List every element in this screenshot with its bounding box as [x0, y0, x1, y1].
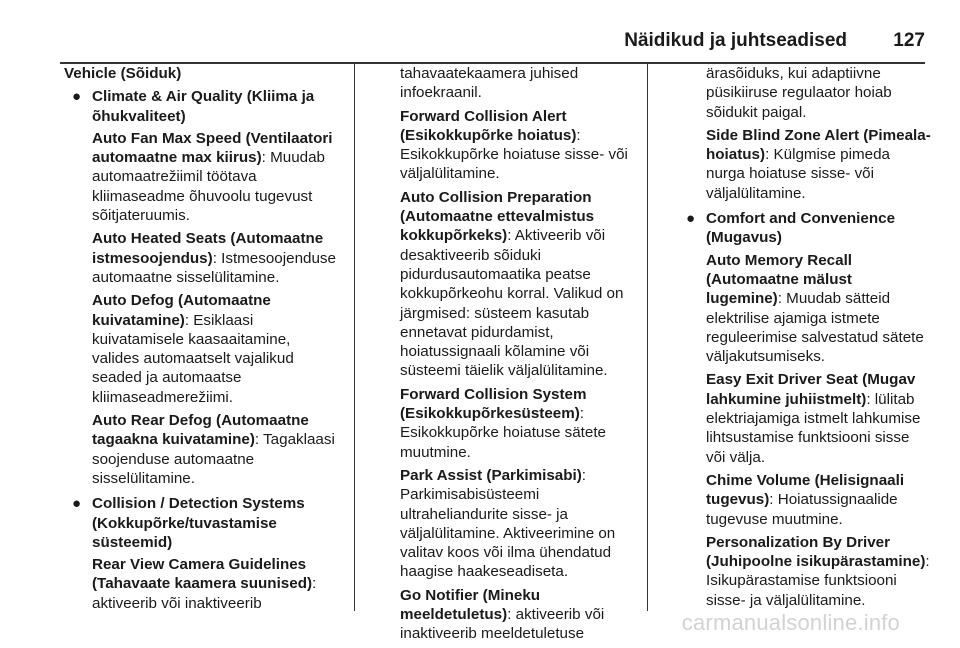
- column-divider-2: [647, 64, 648, 611]
- entry-title: Auto Defog (Automaatne kuivatamine): [92, 292, 271, 329]
- bullet-dot-icon: ●: [72, 88, 82, 106]
- column-divider-1: [354, 64, 355, 611]
- entry-title: Go Notifier (Mineku meeldetuletus): [400, 586, 541, 624]
- bullet-comfort: [686, 209, 932, 248]
- entry-text: : Esikokkupõrke hoiatuse sisse- või väljalülitamine.: [400, 126, 628, 183]
- entry-chime-volume: [692, 471, 932, 529]
- watermark: carmanualsonline.info: [681, 610, 900, 635]
- column-1: [64, 64, 340, 617]
- entry-forward-collision-system: [400, 385, 640, 462]
- entry-title: Forward Collision System (Esikokkupõrkesüsteem): [400, 385, 587, 423]
- entry-auto-fan: [78, 129, 340, 225]
- entry-rear-view-camera: [78, 555, 340, 613]
- entry-title: Chime Volume (Helisignaali tugevus): [706, 471, 905, 509]
- entry-side-blind-zone: [692, 126, 932, 203]
- bullet-title: Collision / Detection Systems (Kokkupõrke/tuvastamise süsteemid): [92, 495, 305, 551]
- entry-text: : aktiveerib või inaktiveerib: [92, 575, 317, 612]
- entry-text: : Esikokkupõrke hoiatuse sätete muutmine.: [400, 405, 606, 461]
- entry-title: Auto Memory Recall (Automaatne mälust lugemine): [706, 251, 853, 308]
- entry-title: Auto Collision Preparation (Automaatne ettevalmistus kokkupõrkeks): [400, 188, 595, 245]
- column-2: [400, 64, 640, 648]
- entry-text: : Hoiatussignaalide tugevuse muutmine.: [706, 491, 898, 528]
- continued-text: tahavaatekaamera juhised infoekraanil.: [400, 65, 579, 102]
- entry-auto-defog: [78, 291, 340, 407]
- entry-text: : Parkimisabisüsteemi ultraheliandurite sisse- ja väljalülitamine. Aktiveerimine on valitav koos või ilma ühendatud haagise haakeseadiseta.: [400, 466, 616, 581]
- page-header: [60, 28, 925, 64]
- entry-text: : Istmesoojenduse automaatne sisselülitamine.: [92, 249, 336, 286]
- entry-text: : Isikupärastamise funktsiooni sisse- ja väljalülitamine.: [706, 553, 930, 609]
- entry-auto-heated-seats: [78, 229, 340, 287]
- entry-auto-rear-defog: [78, 411, 340, 488]
- entry-text: : Külgmise pimeda nurga hoiatuse sisse- või väljalülitamine.: [706, 146, 890, 202]
- entry-go-notifier: [400, 586, 640, 644]
- entry-park-assist: [400, 466, 640, 582]
- continued-text: ärasõiduks, kui adaptiivne püsikiiruse regulaator hoiab sõidukit paigal.: [706, 65, 892, 121]
- entry-text: : Muudab sätteid elektrilise ajamiga istmete reguleerimise salvestatud sätete väljakutsumiseks.: [706, 290, 924, 366]
- entry-title: Auto Fan Max Speed (Ventilaatori automaatne max kiirus): [92, 129, 333, 167]
- entry-forward-collision-alert: [400, 107, 640, 184]
- entry-title: Park Assist (Parkimisabi): [400, 466, 582, 484]
- page-number: 127: [893, 30, 925, 51]
- entry-title: Forward Collision Alert (Esikokkupõrke hoiatus): [400, 107, 577, 144]
- bullet-dot-icon: ●: [72, 495, 82, 513]
- entry-easy-exit: [692, 370, 932, 466]
- entry-text: : Muudab automaatrežiimil töötava kliimaseadme õhuvoolu tugevust sõitjateruumis.: [92, 149, 325, 225]
- bullet-climate: [72, 87, 340, 126]
- entry-title: Rear View Camera Guidelines (Tahavaate kaamera suunised): [92, 556, 313, 593]
- bullet-dot-icon: ●: [686, 210, 696, 228]
- entry-text: : lülitab elektriajamiga istmelt lahkumise lihtsustamise funktsiooni sisse või välja.: [706, 390, 921, 466]
- bullet-title: Comfort and Convenience (Mugavus): [706, 210, 896, 247]
- entry-text: : aktiveerib või inaktiveerib meeldetuletuse: [400, 606, 605, 643]
- entry-personalization: [692, 533, 932, 610]
- entry-title: Auto Heated Seats (Automaatne istmesoojendus): [92, 230, 324, 267]
- entry-text: : Esiklaasi kuivatamisele kaasaaitamine, valides automaatselt vajalikud seaded ja automaatse kliimaseadmerežiimi.: [92, 311, 294, 406]
- entry-text: : Aktiveerib või desaktiveerib sõiduki pidurdusautomaatika peatse kokkupõrkeohu korral. Valikud on järgmised: süsteem kasutab ennetavat pidurdamist, hoiatussignaali kõlamine või süsteemi täielik väljalülitamine.: [400, 227, 624, 380]
- bullet-title: Climate & Air Quality (Kliima ja õhukvaliteet): [92, 88, 315, 125]
- entry-auto-collision-prep: [400, 188, 640, 381]
- entry-title: Side Blind Zone Alert (Pimeala-hoiatus): [706, 126, 931, 164]
- section-title: Vehicle (Sõiduk): [64, 65, 182, 82]
- entry-text: : Tagaklaasi soojenduse automaatne sisselülitamine.: [92, 431, 335, 487]
- column-3: [686, 64, 932, 614]
- page-title: Näidikud ja juhtseadised: [624, 30, 847, 51]
- entry-title: Easy Exit Driver Seat (Mugav lahkumine juhiistmelt): [706, 371, 916, 408]
- entry-title: Auto Rear Defog (Automaatne tagaakna kuivatamine): [92, 412, 309, 449]
- bullet-collision: [72, 494, 340, 552]
- entry-auto-memory-recall: [692, 251, 932, 367]
- entry-title: Personalization By Driver (Juhipoolne isikupärastamine): [706, 533, 926, 571]
